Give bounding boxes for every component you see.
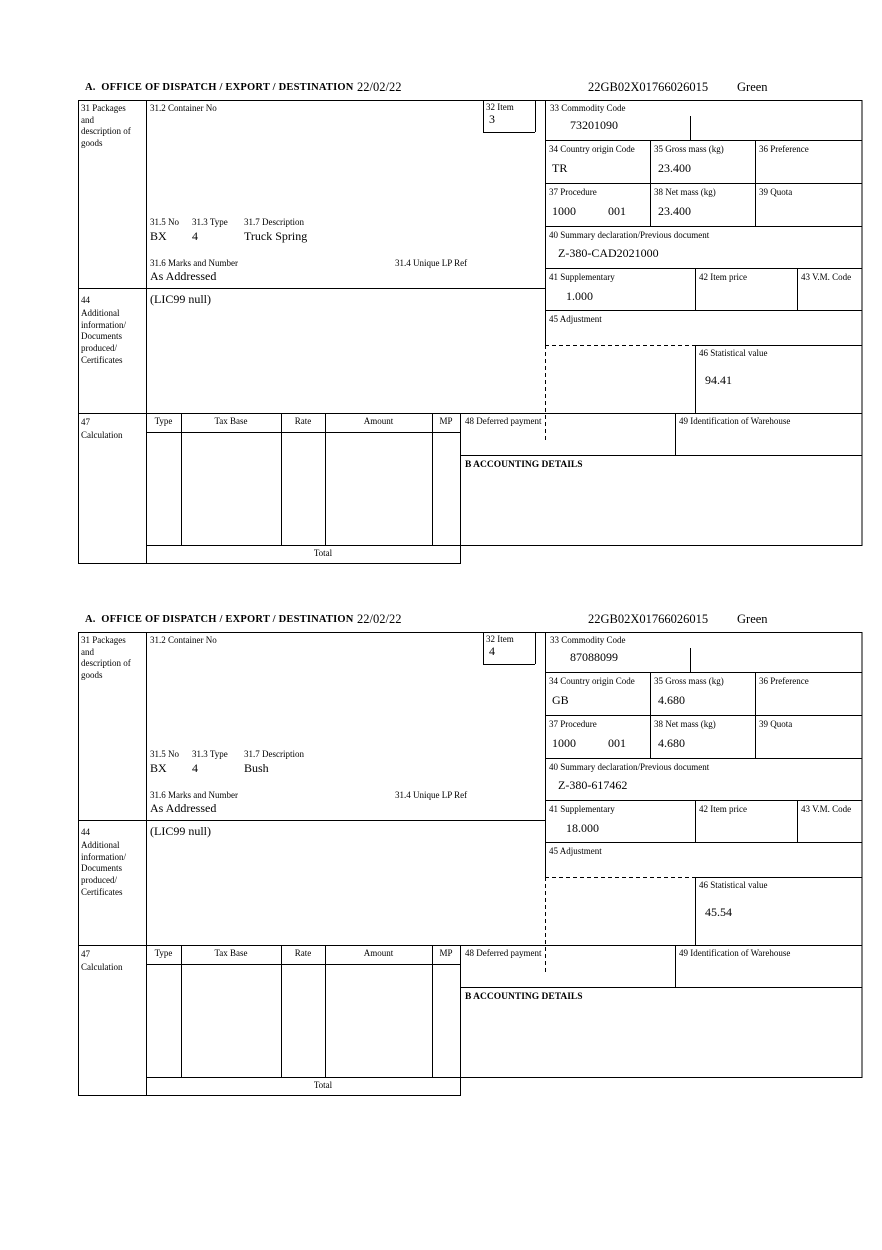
- calc-col-mp: MP: [439, 416, 453, 426]
- declaration-item-section: [0, 612, 882, 1117]
- gross-mass-label: 35 Gross mass (kg): [654, 144, 724, 154]
- accounting-details-label: B ACCOUNTING DETAILS: [465, 460, 583, 470]
- item-number-value: 4: [489, 644, 495, 658]
- item-form: [78, 632, 863, 1097]
- net-mass-label: 38 Net mass (kg): [654, 719, 716, 729]
- calculation-label: Calculation: [81, 962, 123, 972]
- quota-label: 39 Quota: [759, 719, 793, 729]
- unique-lp-ref-label: 31.4 Unique LP Ref: [395, 258, 468, 268]
- vm-code-label: 43 V.M. Code: [801, 272, 852, 282]
- preference-label: 36 Preference: [759, 676, 809, 686]
- item-price-label: 42 Item price: [699, 804, 747, 814]
- calc-total-label: Total: [313, 1080, 333, 1090]
- statistical-value-value: 45.54: [705, 905, 732, 919]
- container-no-label: 31.2 Container No: [150, 635, 217, 645]
- warehouse-id-label: 49 Identification of Warehouse: [679, 416, 791, 426]
- form-grid: [78, 100, 863, 565]
- packages-description-label: 31 Packages and description of goods: [81, 103, 131, 149]
- calc-col-rate: Rate: [294, 416, 312, 426]
- marks-numbers-label: 31.6 Marks and Number: [150, 258, 238, 268]
- office-of-dispatch-label: A. OFFICE OF DISPATCH / EXPORT / DESTINATION: [85, 614, 354, 625]
- packages-kind-value: BX: [150, 229, 167, 243]
- supplementary-value: 18.000: [566, 821, 599, 835]
- procedure-value: 1000: [552, 204, 576, 218]
- calc-col-tax-base: Tax Base: [214, 416, 248, 426]
- deferred-payment-label: 48 Deferred payment: [465, 948, 542, 958]
- country-origin-label: 34 Country origin Code: [549, 144, 635, 154]
- goods-description-value: Truck Spring: [244, 229, 308, 243]
- packages-count-value: 4: [192, 229, 198, 243]
- adjustment-label: 45 Adjustment: [549, 314, 602, 324]
- declaration-item-section: [0, 80, 882, 585]
- previous-document-value: Z-380-CAD2021000: [558, 246, 659, 260]
- procedure-label: 37 Procedure: [549, 719, 597, 729]
- unique-lp-ref-label: 31.4 Unique LP Ref: [395, 790, 468, 800]
- net-mass-value: 4.680: [658, 736, 685, 750]
- form-grid: [78, 632, 863, 1097]
- office-of-dispatch-label: A. OFFICE OF DISPATCH / EXPORT / DESTINATION: [85, 82, 354, 93]
- procedure-value: 1000: [552, 736, 576, 750]
- commodity-code-label: 33 Commodity Code: [550, 635, 626, 645]
- vm-code-label: 43 V.M. Code: [801, 804, 852, 814]
- routing-status: Green: [737, 612, 768, 626]
- statistical-value-value: 94.41: [705, 373, 732, 387]
- previous-document-label: 40 Summary declaration/Previous document: [549, 230, 710, 240]
- packages-type-label: 31.3 Type: [192, 217, 228, 227]
- declaration-date: 22/02/22: [357, 80, 402, 94]
- previous-document-label: 40 Summary declaration/Previous document: [549, 762, 710, 772]
- calculation-label: Calculation: [81, 430, 123, 440]
- declaration-date: 22/02/22: [357, 612, 402, 626]
- commodity-code-value: 73201090: [570, 118, 618, 132]
- item-number-value: 3: [489, 112, 495, 126]
- supplementary-value: 1.000: [566, 289, 593, 303]
- quota-label: 39 Quota: [759, 187, 793, 197]
- procedure-label: 37 Procedure: [549, 187, 597, 197]
- preference-label: 36 Preference: [759, 144, 809, 154]
- item-label: 32 Item: [486, 102, 514, 112]
- previous-document-value: Z-380-617462: [558, 778, 628, 792]
- statistical-value-label: 46 Statistical value: [699, 348, 768, 358]
- gross-mass-label: 35 Gross mass (kg): [654, 676, 724, 686]
- routing-status: Green: [737, 80, 768, 94]
- item-label: 32 Item: [486, 634, 514, 644]
- calc-col-type: Type: [154, 948, 173, 958]
- gross-mass-value: 23.400: [658, 161, 691, 175]
- item-form: [78, 100, 863, 565]
- warehouse-id-label: 49 Identification of Warehouse: [679, 948, 791, 958]
- calc-col-amount: Amount: [363, 948, 394, 958]
- goods-description-value: Bush: [244, 761, 269, 775]
- commodity-code-label: 33 Commodity Code: [550, 103, 626, 113]
- calculation-number: 47: [81, 417, 90, 427]
- marks-numbers-label: 31.6 Marks and Number: [150, 790, 238, 800]
- additional-information-value: (LIC99 null): [150, 824, 211, 838]
- calc-col-rate: Rate: [294, 948, 312, 958]
- procedure-suffix-value: 001: [608, 204, 626, 218]
- container-no-label: 31.2 Container No: [150, 103, 217, 113]
- supplementary-label: 41 Supplementary: [549, 804, 615, 814]
- declaration-reference: 22GB02X01766026015: [588, 80, 709, 94]
- accounting-details-label: B ACCOUNTING DETAILS: [465, 992, 583, 1002]
- country-origin-value: GB: [552, 693, 569, 707]
- calc-col-type: Type: [154, 416, 173, 426]
- additional-information-value: (LIC99 null): [150, 292, 211, 306]
- calculation-number: 47: [81, 949, 90, 959]
- gross-mass-value: 4.680: [658, 693, 685, 707]
- description-label: 31.7 Description: [244, 749, 304, 759]
- net-mass-value: 23.400: [658, 204, 691, 218]
- packages-no-label: 31.5 No: [150, 217, 179, 227]
- item-price-label: 42 Item price: [699, 272, 747, 282]
- commodity-code-value: 87088099: [570, 650, 618, 664]
- deferred-payment-label: 48 Deferred payment: [465, 416, 542, 426]
- adjustment-label: 45 Adjustment: [549, 846, 602, 856]
- packages-no-label: 31.5 No: [150, 749, 179, 759]
- additional-info-number: 44: [81, 295, 90, 305]
- country-origin-label: 34 Country origin Code: [549, 676, 635, 686]
- additional-info-label: Additional information/ Documents produced/ Certificates: [81, 308, 126, 365]
- calc-col-tax-base: Tax Base: [214, 948, 248, 958]
- marks-numbers-value: As Addressed: [150, 269, 217, 283]
- statistical-value-label: 46 Statistical value: [699, 880, 768, 890]
- additional-info-label: Additional information/ Documents produced/ Certificates: [81, 840, 126, 897]
- packages-count-value: 4: [192, 761, 198, 775]
- marks-numbers-value: As Addressed: [150, 801, 217, 815]
- additional-info-number: 44: [81, 827, 90, 837]
- packages-kind-value: BX: [150, 761, 167, 775]
- country-origin-value: TR: [552, 161, 568, 175]
- packages-type-label: 31.3 Type: [192, 749, 228, 759]
- calc-col-amount: Amount: [363, 416, 394, 426]
- packages-description-label: 31 Packages and description of goods: [81, 635, 131, 681]
- procedure-suffix-value: 001: [608, 736, 626, 750]
- declaration-reference: 22GB02X01766026015: [588, 612, 709, 626]
- description-label: 31.7 Description: [244, 217, 304, 227]
- calc-total-label: Total: [313, 548, 333, 558]
- calc-col-mp: MP: [439, 948, 453, 958]
- supplementary-label: 41 Supplementary: [549, 272, 615, 282]
- net-mass-label: 38 Net mass (kg): [654, 187, 716, 197]
